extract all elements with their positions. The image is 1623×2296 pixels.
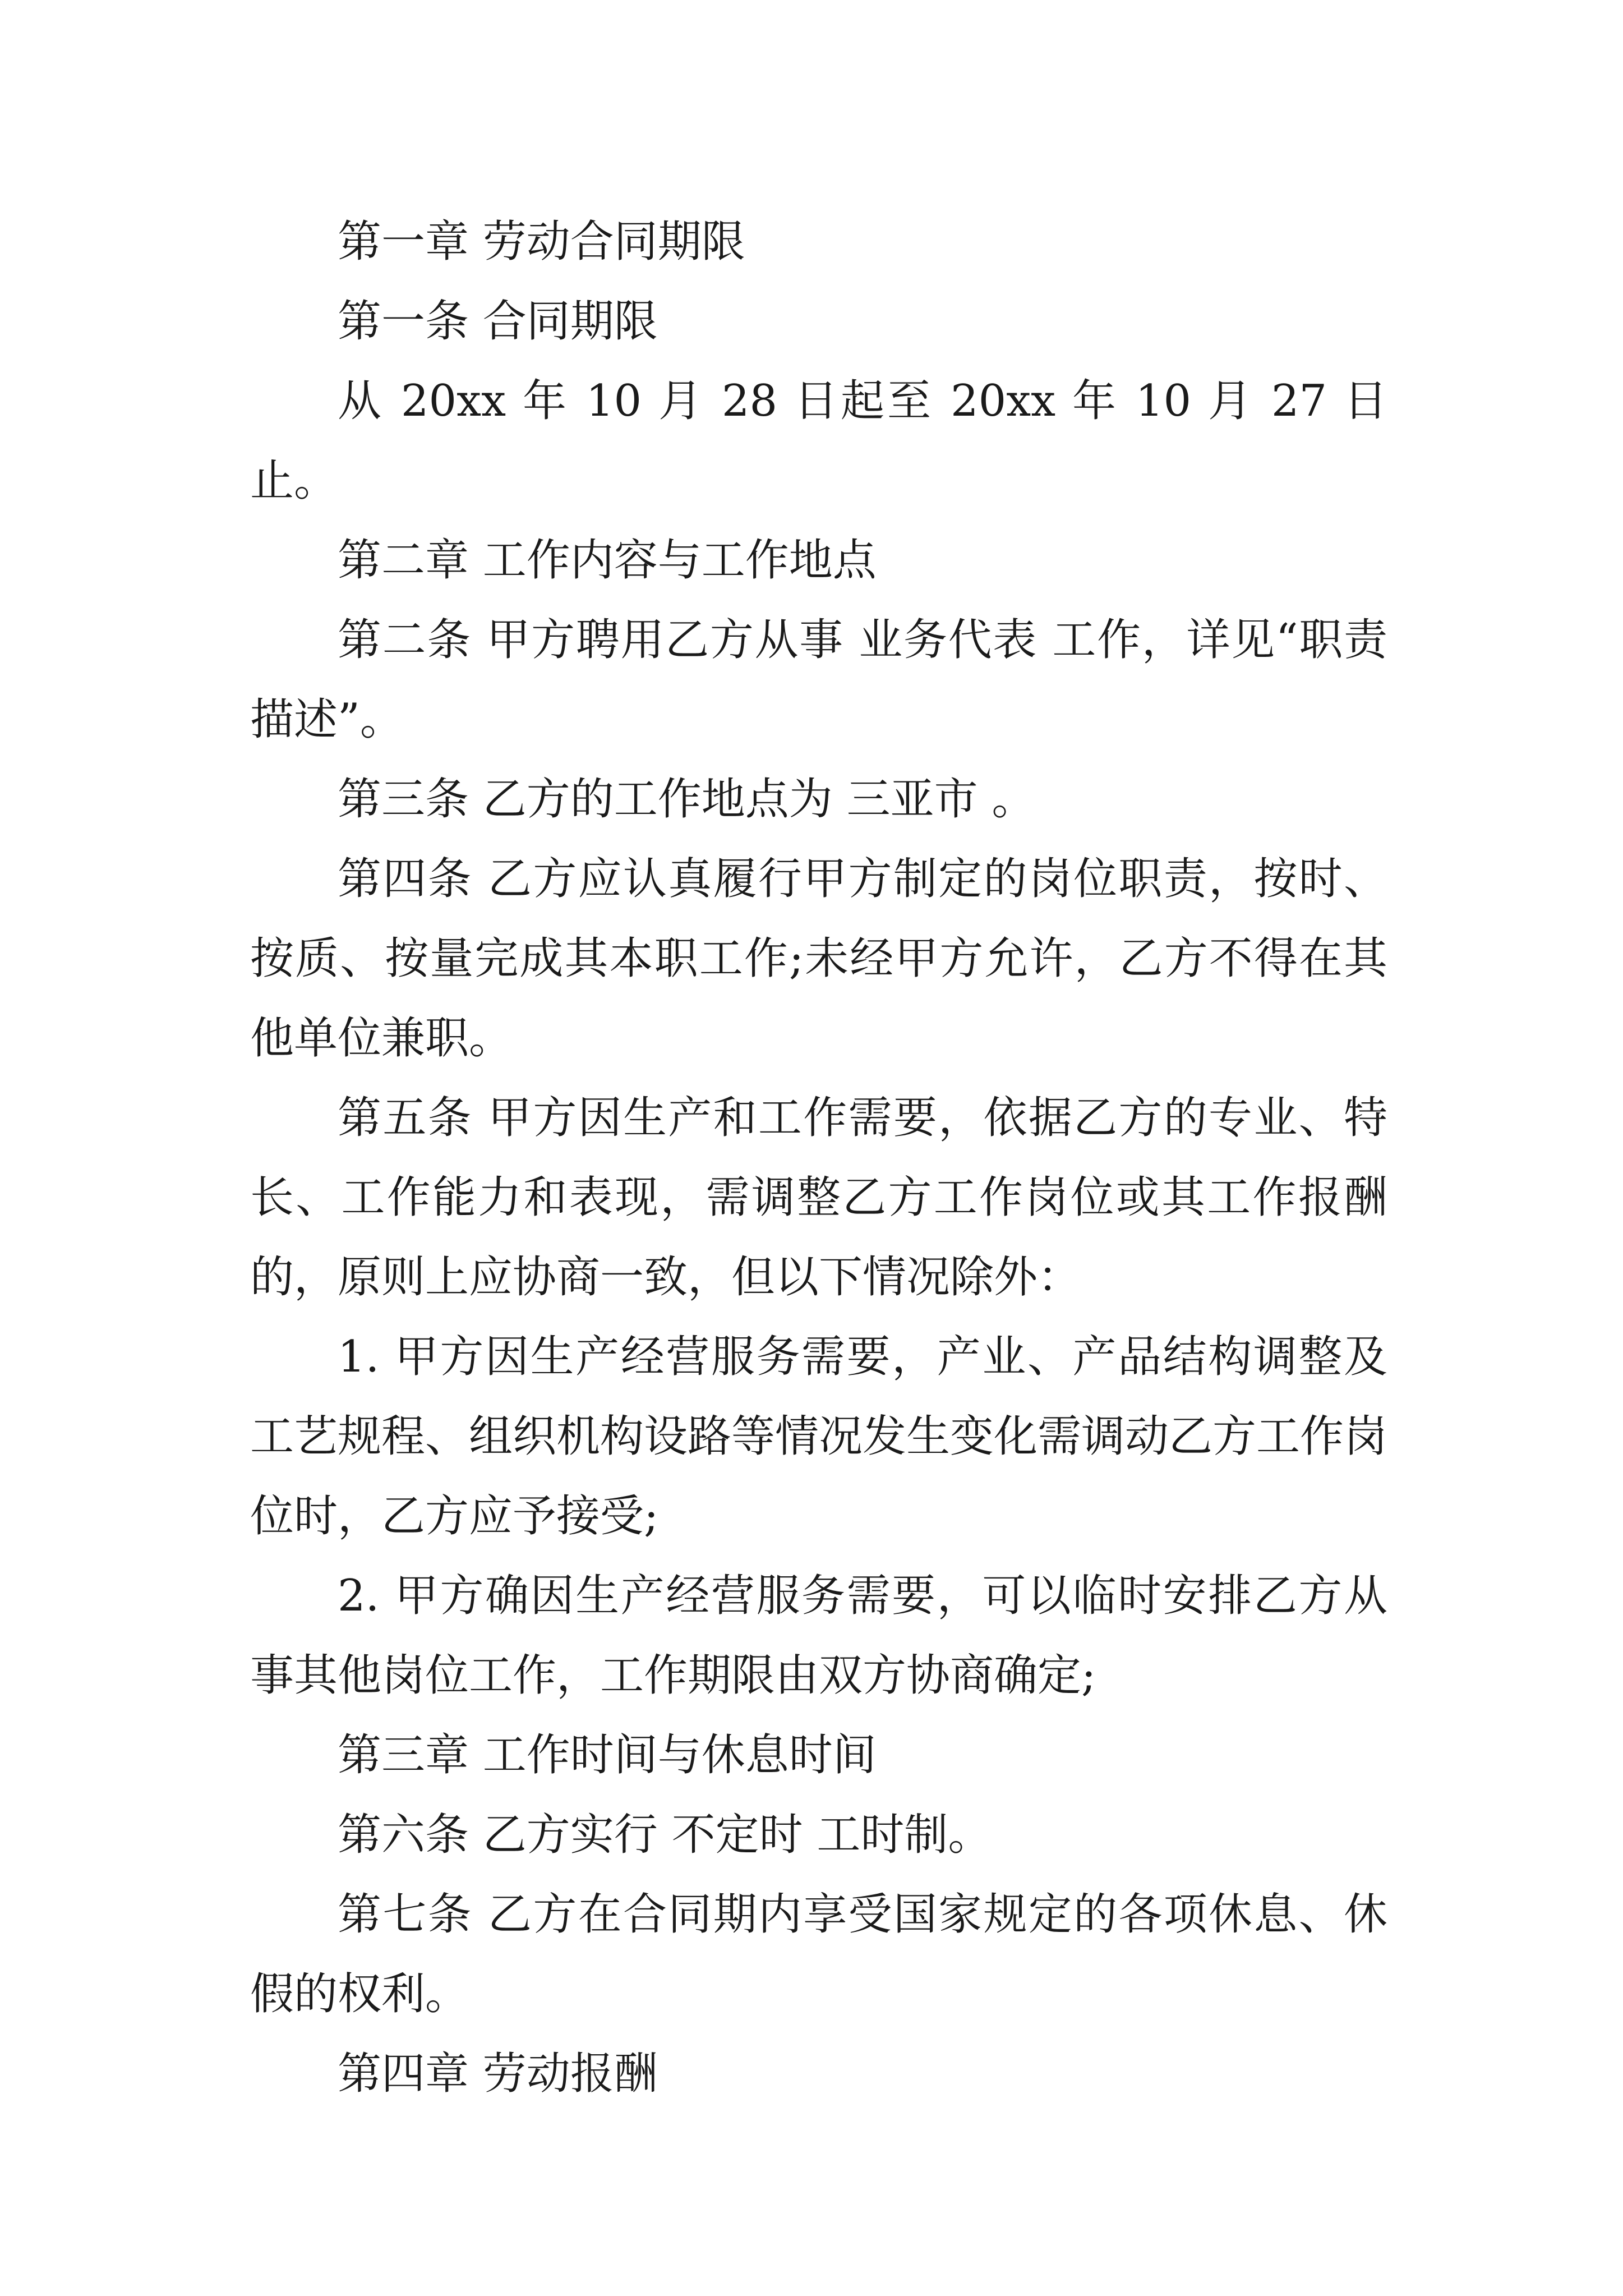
article-5-paragraph: 第五条 甲方因生产和工作需要，依据乙方的专业、特长、工作能力和表现，需调整乙方工作岗位或其工作报酬的，原则上应协商一致，但以下情况除外： xyxy=(250,1093,1387,1303)
chapter-1-heading: 第一章 劳动合同期限 xyxy=(338,217,745,267)
article-6-paragraph: 第六条 乙方实行 不定时 工时制。 xyxy=(338,1810,992,1860)
chapter-3-heading: 第三章 工作时间与休息时间 xyxy=(338,1730,877,1780)
article-4-paragraph: 第四条 乙方应认真履行甲方制定的岗位职责，按时、按质、按量完成其本职工作;未经甲方允许，乙方不得在其他单位兼职。 xyxy=(250,854,1387,1064)
chapter-2-heading: 第二章 工作内容与工作地点 xyxy=(338,535,877,586)
article-2-paragraph: 第二条 甲方聘用乙方从事 业务代表 工作，详见“职责描述”。 xyxy=(250,615,1387,745)
article-7-paragraph: 第七条 乙方在合同期内享受国家规定的各项休息、休假的权利。 xyxy=(250,1889,1387,2019)
article-5-item-2: 2. 甲方确因生产经营服务需要，可以临时安排乙方从事其他岗位工作，工作期限由双方协商确定; xyxy=(250,1571,1387,1701)
article-1-heading: 第一条 合同期限 xyxy=(338,296,658,347)
contract-term-paragraph: 从 20xx 年 10 月 28 日起至 20xx 年 10 月 27 日止。 xyxy=(250,376,1387,506)
article-3-paragraph: 第三条 乙方的工作地点为 三亚市 。 xyxy=(338,774,1036,825)
contract-body xyxy=(250,202,1387,2114)
article-5-item-1: 1. 甲方因生产经营服务需要，产业、产品结构调整及工艺规程、组织机构设路等情况发生变化需调动乙方工作岗位时，乙方应予接受; xyxy=(250,1332,1388,1542)
chapter-4-heading: 第四章 劳动报酬 xyxy=(338,2049,658,2099)
